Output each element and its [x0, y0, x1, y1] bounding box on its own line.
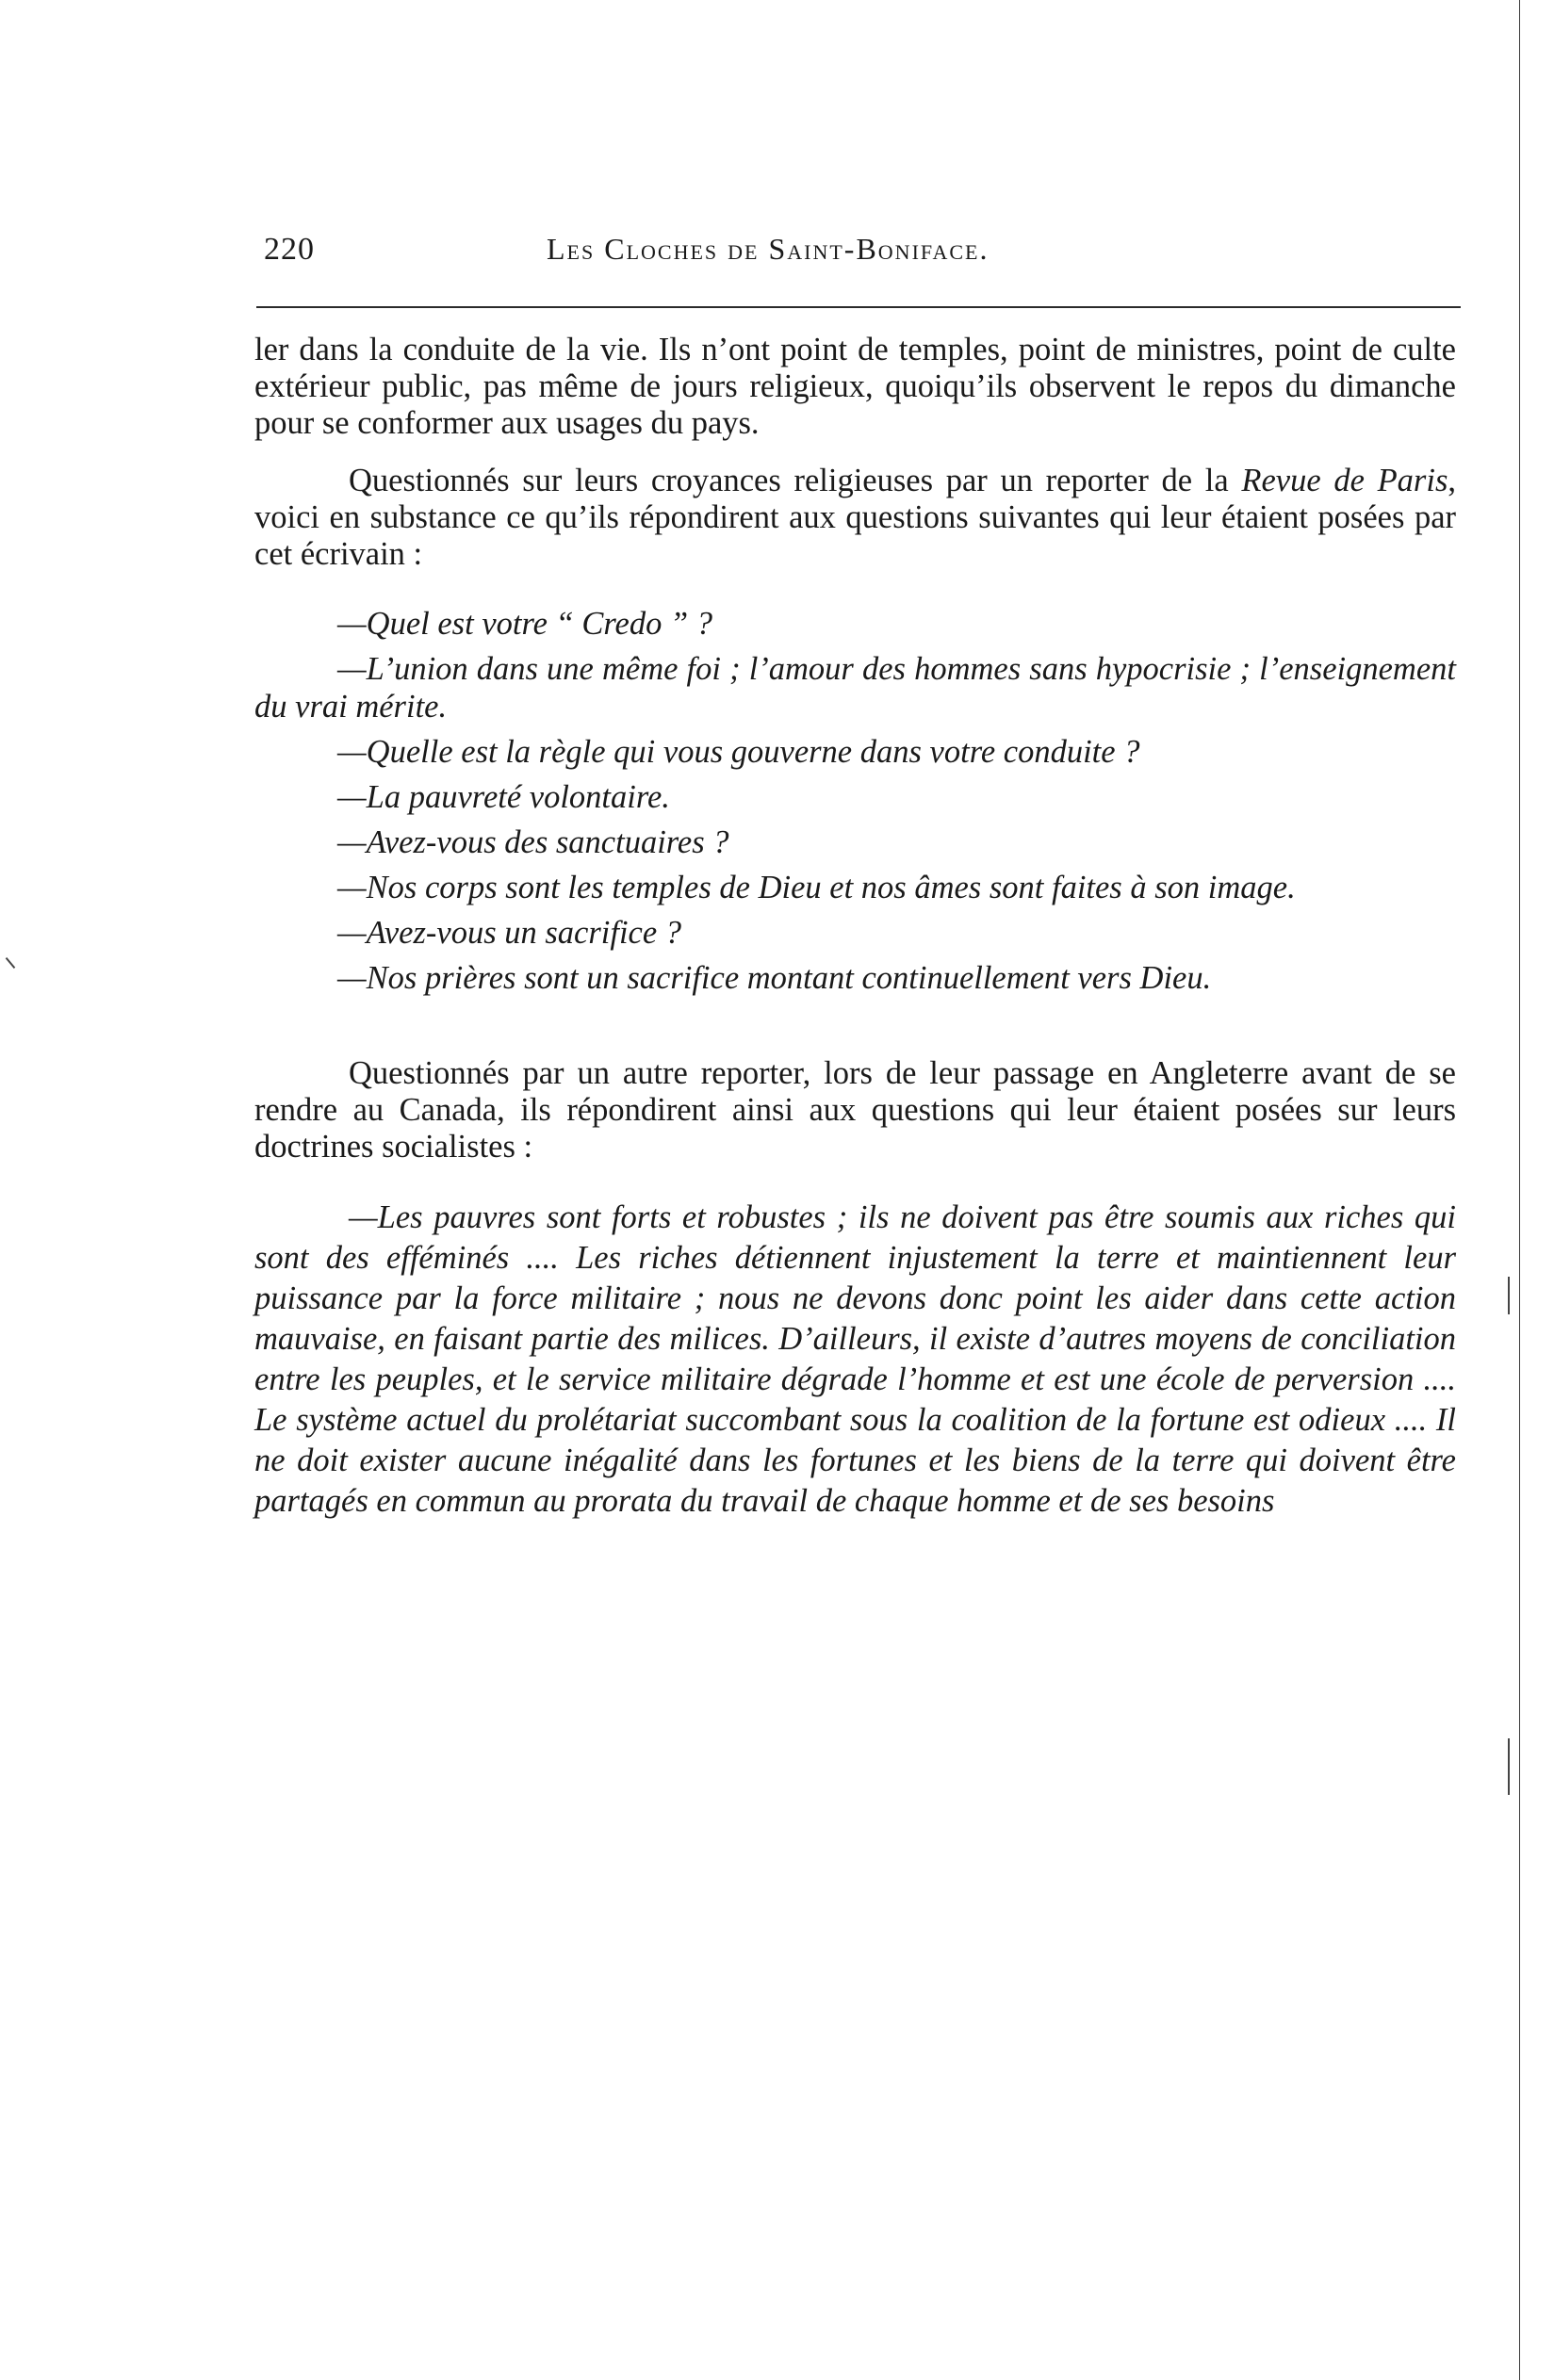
header-rule: [256, 306, 1461, 308]
body-text: [254, 332, 1456, 1522]
journal-title: Revue de Paris: [1241, 463, 1448, 498]
margin-mark: [1508, 1738, 1510, 1795]
paragraph-2: [254, 463, 1456, 573]
paragraph-2-end: , voici en substance ce qu’ils répondirent aux questions suivantes qui leur étaient posées par cet écrivain :: [254, 463, 1456, 572]
margin-mark: [1508, 1277, 1510, 1314]
dialogue-line: —Quel est votre “ Credo ” ?: [337, 606, 713, 642]
paragraph-1: ler dans la conduite de la vie. Ils n’ont point de temples, point de ministres, point de culte extérieur public, pas même de jours religieux, quoiqu’ils observent le repos du dimanche pour se conformer aux usages du pays.: [254, 332, 1456, 441]
stray-mark: [6, 957, 16, 969]
dialogue-line: —La pauvreté volontaire.: [337, 779, 670, 815]
dialogue-block: [254, 605, 1456, 997]
paragraph-2-start: Questionnés sur leurs croyances religieuses par un reporter de la: [349, 463, 1242, 498]
dialogue-line: —Nos corps sont les temples de Dieu et nos âmes sont faites à son image.: [337, 870, 1296, 905]
paragraph-4: —Les pauvres sont forts et robustes ; ils ne doivent pas être soumis aux riches qui sont des efféminés .... Les riches détiennent injustement la terre et maintiennent leur puissance par la force militaire ; nous ne devons donc point les aider dans cette action mauvaise, en faisant partie des milices. D’ailleurs, il existe d’autres moyens de conciliation entre les peuples, et le service militaire dégrade l’homme et est une école de perversion .... Le système actuel du prolétariat succombant sous la coalition de la fortune est odieux .... Il ne doit exister aucune inégalité dans les fortunes et les biens de la terre qui doivent être partagés en commun au prorata du travail de chaque homme et de ses besoins: [254, 1199, 1456, 1519]
page-number: 220: [264, 232, 315, 267]
dialogue-line: —Avez-vous des sanctuaires ?: [337, 824, 729, 860]
dialogue-line: —Nos prières sont un sacrifice montant continuellement vers Dieu.: [337, 960, 1212, 996]
dialogue-line: —Avez-vous un sacrifice ?: [337, 915, 682, 951]
dialogue-line: —Quelle est la règle qui vous gouverne dans votre conduite ?: [337, 734, 1140, 770]
page-header: [264, 228, 1461, 285]
dialogue-line: —L’union dans une même foi ; l’amour des hommes sans hypocrisie ; l’enseignement du vrai mérite.: [254, 651, 1456, 725]
page-edge-line: [1519, 0, 1520, 2380]
running-head: Les Cloches de Saint-Boniface.: [547, 232, 990, 266]
paragraph-3: Questionnés par un autre reporter, lors de leur passage en Angleterre avant de se rendre au Canada, ils répondirent ainsi aux questions qui leur étaient posées sur leurs doctrines socialistes :: [254, 1055, 1456, 1165]
